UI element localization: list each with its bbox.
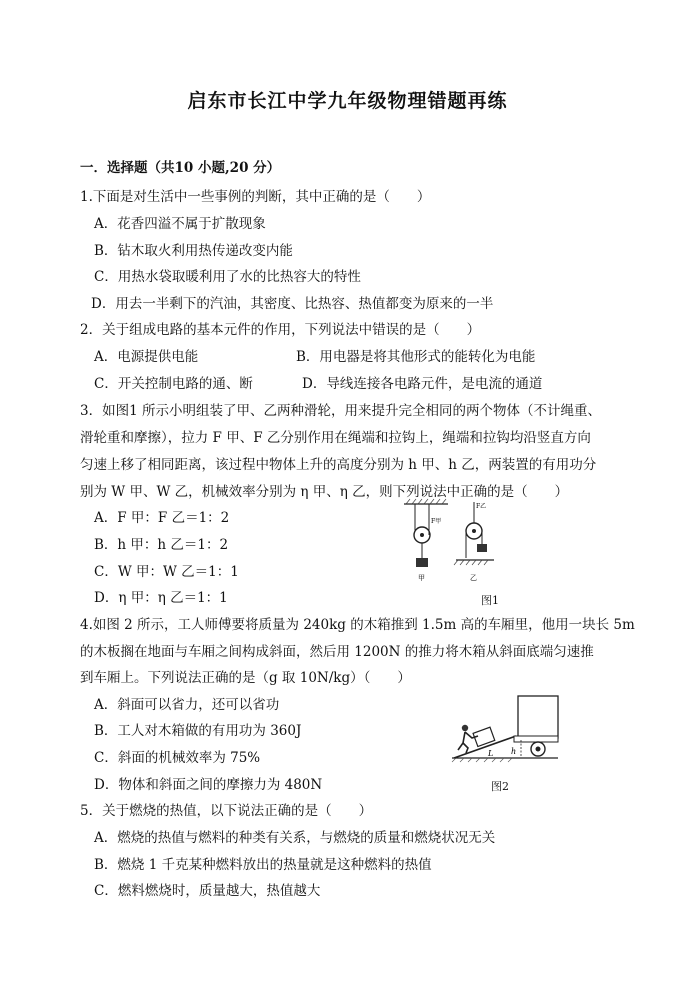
fig1-label-a: 甲 — [418, 574, 425, 582]
q4-stem-line2: 的木板搁在地面与车厢之间构成斜面，然后用 1200N 的推力将木箱从斜面底端匀速推 — [80, 644, 594, 660]
q3-option-c: C．W 甲：W 乙＝1：1 — [94, 564, 239, 580]
q4-option-d: D．物体和斜面之间的摩擦力为 480N — [94, 777, 323, 793]
q5-option-c: C．燃料燃烧时，质量越大，热值越大 — [94, 883, 321, 899]
q2-stem: 2．关于组成电路的基本元件的作用，下列说法中错误的是（ ） — [80, 322, 481, 338]
figure-2-ramp — [450, 692, 560, 764]
q2-option-d: D．导线连接各电路元件，是电流的通道 — [302, 376, 543, 392]
q1-option-a: A．花香四溢不属于扩散现象 — [94, 216, 266, 232]
q4-option-b: B．工人对木箱做的有用功为 360J — [94, 723, 302, 739]
q1-option-d: D．用去一半剩下的汽油，其密度、比热容、热值都变为原来的一半 — [91, 296, 494, 312]
page-title: 启东市长江中学九年级物理错题再练 — [187, 90, 508, 112]
section-heading: 一．选择题（共10 小题,20 分） — [80, 160, 281, 176]
figure-1-caption: 图1 — [481, 594, 499, 607]
figure-2-caption: 图2 — [491, 780, 509, 793]
q1-option-b: B．钻木取火利用热传递改变内能 — [94, 243, 293, 259]
q3-stem-line2: 滑轮重和摩擦），拉力 F 甲、F 乙分别作用在绳端和拉钩上，绳端和拉钩均沿竖直方向 — [80, 430, 591, 446]
fig1-label-b: 乙 — [470, 574, 477, 582]
q3-option-d: D．η 甲：η 乙＝1：1 — [94, 590, 228, 606]
q3-stem-line3: 匀速上移了相同距离，该过程中物体上升的高度分别为 h 甲、h 乙，两装置的有用功分 — [80, 457, 597, 473]
fig2-label-L: L — [488, 749, 494, 758]
q3-option-a: A．F 甲：F 乙＝1：2 — [94, 510, 230, 526]
q2-option-a: A．电源提供电能 — [94, 349, 199, 365]
fig2-label-h: h — [511, 747, 517, 756]
fig1-label-f1: F甲 — [431, 518, 442, 525]
q2-option-b: B．用电器是将其他形式的能转化为电能 — [296, 349, 536, 365]
q3-stem-line4: 别为 W 甲、W 乙，机械效率分别为 η 甲、η 乙，则下列说法中正确的是（ ） — [80, 484, 569, 500]
q3-option-b: B．h 甲：h 乙＝1：2 — [94, 537, 229, 553]
q1-stem: 1.下面是对生活中一些事例的判断，其中正确的是（ ） — [80, 189, 431, 205]
q5-option-a: A．燃烧的热值与燃料的种类有关系，与燃烧的质量和燃烧状况无关 — [94, 830, 496, 846]
figure-1-pulleys — [400, 498, 515, 588]
q4-stem-line1: 4.如图 2 所示，工人师傅要将质量为 240kg 的木箱推到 1.5m 高的车厢里，他用一块长 5m — [80, 617, 635, 633]
fig1-label-f2: F乙 — [476, 503, 487, 510]
q1-option-c: C．用热水袋取暖利用了水的比热容大的特性 — [94, 269, 361, 285]
q5-stem: 5．关于燃烧的热值，以下说法正确的是（ ） — [80, 803, 373, 819]
q4-stem-line3: 到车厢上。下列说法正确的是（g 取 10N/kg）（ ） — [80, 670, 411, 686]
q2-option-c: C．开关控制电路的通、断 — [94, 376, 253, 392]
q3-stem-line1: 3．如图1 所示小明组装了甲、乙两种滑轮，用来提升完全相同的两个物体（不计绳重、 — [80, 403, 601, 419]
q5-option-b: B．燃烧 1 千克某种燃料放出的热量就是这种燃料的热值 — [94, 857, 432, 873]
q4-option-c: C．斜面的机械效率为 75% — [94, 750, 261, 766]
q4-option-a: A．斜面可以省力，还可以省功 — [94, 697, 280, 713]
